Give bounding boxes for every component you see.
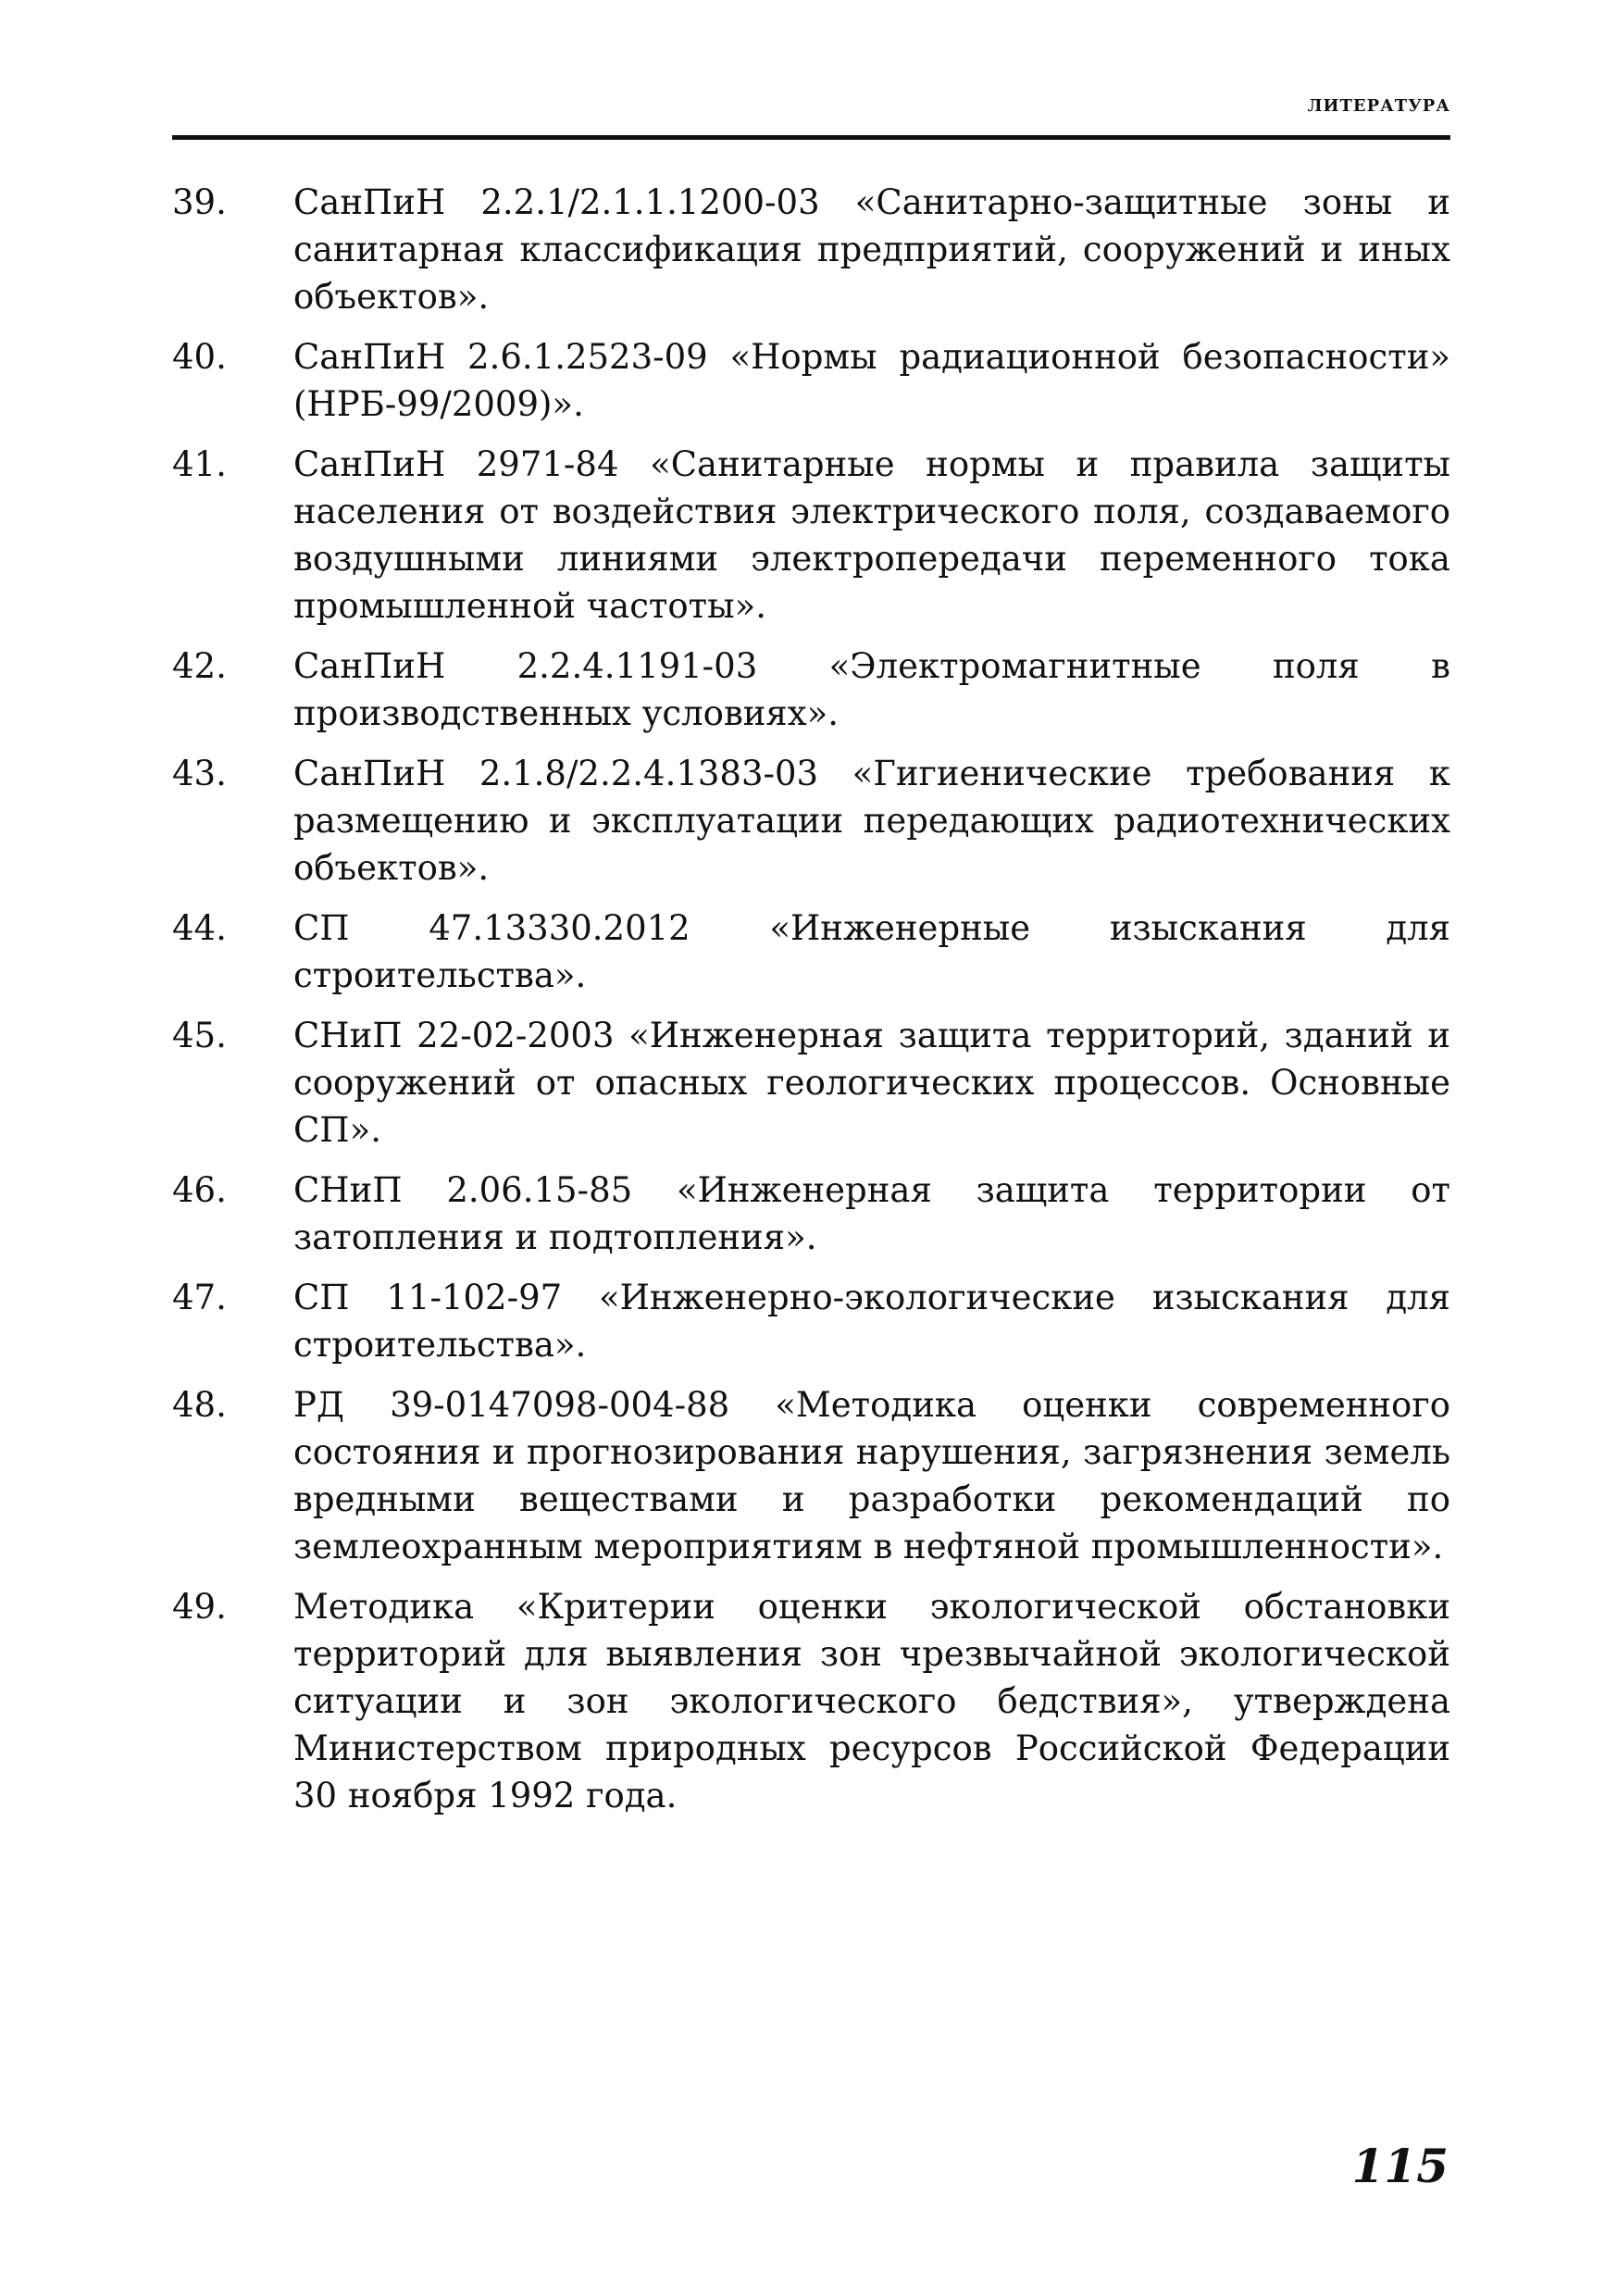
reference-text: СанПиН 2.1.8/2.2.4.1383-03 «Гигиенические требования к размещению и эксплуатации передающих радиотехнических объектов». <box>293 754 1450 888</box>
reference-item <box>172 1583 1450 1819</box>
reference-item <box>172 643 1450 737</box>
reference-number: 46. <box>172 1170 227 1210</box>
page-number: 115 <box>1351 2139 1449 2193</box>
reference-text: СП 11-102-97 «Инженерно-экологические изыскания для строительства». <box>293 1278 1450 1365</box>
reference-number: 41. <box>172 444 227 484</box>
reference-item <box>172 750 1450 892</box>
reference-text: СанПиН 2971-84 «Санитарные нормы и правила защиты населения от воздействия электрического поля, создаваемого воздушными линиями электропередачи переменного тока промышленной частоты». <box>293 444 1450 626</box>
reference-text: СП 47.13330.2012 «Инженерные изыскания для строительства». <box>293 908 1450 995</box>
reference-item <box>172 1167 1450 1261</box>
reference-item <box>172 905 1450 999</box>
reference-number: 48. <box>172 1385 227 1425</box>
reference-number: 44. <box>172 908 227 948</box>
reference-number: 45. <box>172 1016 227 1055</box>
reference-item <box>172 333 1450 428</box>
reference-text: РД 39-0147098-004-88 «Методика оценки современного состояния и прогнозирования нарушения, загрязнения земель вредными веществами и разработки рекомендаций по землеохранным мероприятиям в нефтяной промышленности». <box>293 1385 1450 1566</box>
reference-number: 39. <box>172 182 227 222</box>
reference-number: 47. <box>172 1278 227 1317</box>
reference-number: 49. <box>172 1587 227 1627</box>
reference-text: Методика «Критерии оценки экологической обстановки территорий для выявления зон чрезвычайной экологической ситуации и зон экологического бедствия», утверждена Министерством природных ресурсов Российской Федерации 30 ноября 1992 года. <box>293 1587 1450 1816</box>
reference-item <box>172 1012 1450 1154</box>
reference-text: СанПиН 2.2.4.1191-03 «Электромагнитные поля в производственных условиях». <box>293 646 1450 733</box>
reference-number: 40. <box>172 337 227 377</box>
reference-list <box>172 179 1450 1832</box>
reference-item <box>172 1381 1450 1570</box>
header-rule <box>172 135 1450 140</box>
reference-text: СНиП 22-02-2003 «Инженерная защита территорий, зданий и сооружений от опасных геологических процессов. Основные СП». <box>293 1016 1450 1150</box>
reference-number: 43. <box>172 754 227 793</box>
reference-text: СанПиН 2.6.1.2523-09 «Нормы радиационной безопасности» (НРБ-99/2009)». <box>293 337 1450 424</box>
reference-text: СанПиН 2.2.1/2.1.1.1200-03 «Санитарно-защитные зоны и санитарная классификация предприятий, сооружений и иных объектов». <box>293 182 1450 317</box>
reference-text: СНиП 2.06.15-85 «Инженерная защита территории от затопления и подтопления». <box>293 1170 1450 1257</box>
reference-item <box>172 179 1450 320</box>
running-head: ЛИТЕРАТУРА <box>1307 96 1450 116</box>
reference-number: 42. <box>172 646 227 686</box>
reference-item <box>172 441 1450 630</box>
reference-item <box>172 1274 1450 1368</box>
